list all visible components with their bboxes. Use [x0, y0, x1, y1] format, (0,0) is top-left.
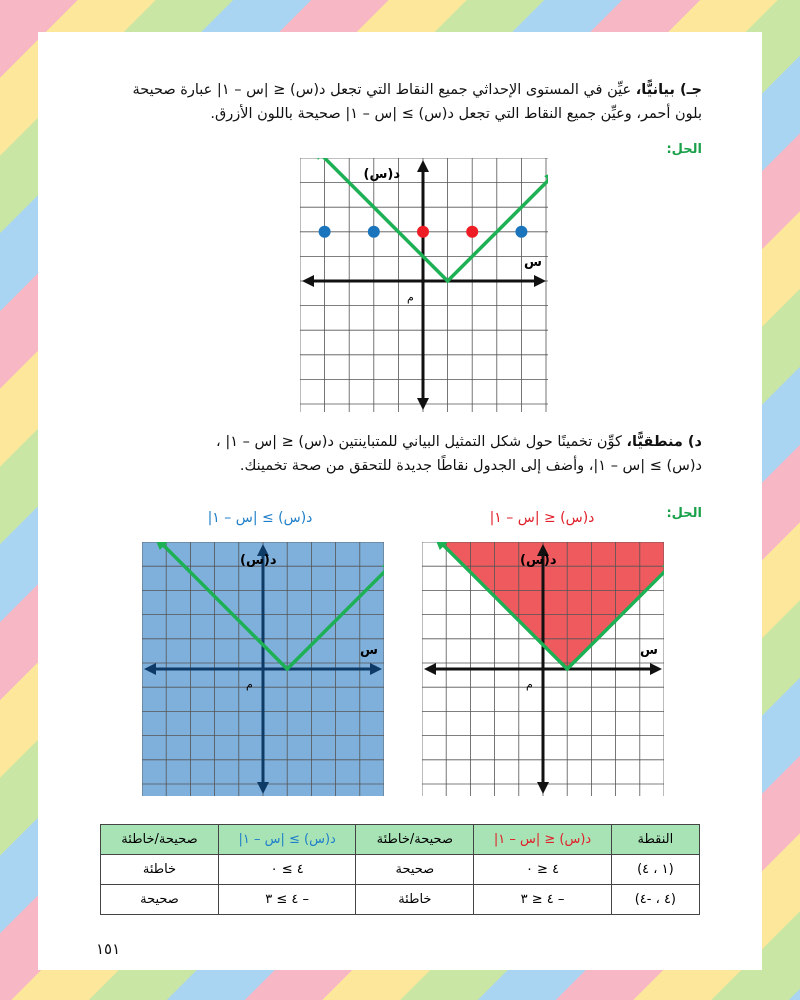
- absolute-value-graph: [312, 158, 548, 281]
- cell-ineq-blue: – ٤ ≥ ٣: [218, 885, 355, 915]
- table-header-row: [101, 825, 700, 855]
- table-row: [101, 855, 700, 885]
- part-d-text: [62, 430, 702, 478]
- cell-result2: خاطئة: [101, 855, 219, 885]
- blue-point: [368, 226, 380, 238]
- x-axis-label: س: [640, 643, 658, 658]
- origin-label: م: [526, 678, 533, 691]
- table-row: [101, 885, 700, 915]
- cell-ineq-blue: ٤ ≥ ٠: [218, 855, 355, 885]
- x-axis-arrow-right: [650, 663, 662, 675]
- part-d-line2: د(س) ≥ |س – ١|، وأضف إلى الجدول نقاطًا جديدة للتحقق من صحة تخمينك.: [239, 458, 702, 474]
- cell-result1: خاطئة: [356, 885, 474, 915]
- y-axis-arrow-up: [417, 160, 429, 172]
- x-axis-arrow-left: [424, 663, 436, 675]
- x-axis-label: س: [360, 643, 378, 658]
- header-ineq-blue: د(س) ≥ |س – ١|: [218, 825, 355, 855]
- x-axis-arrow-right: [534, 275, 546, 287]
- header-result1: صحيحة/خاطئة: [356, 825, 474, 855]
- origin-label: م: [246, 678, 253, 691]
- y-axis-label: د(س): [240, 553, 277, 568]
- page-sheet: [38, 32, 762, 970]
- results-table: [100, 824, 700, 915]
- cell-ineq-red: ٤ ≤ ٠: [474, 855, 611, 885]
- graph-c: [300, 158, 548, 412]
- page-number: ١٥١: [96, 940, 121, 958]
- blue-point: [515, 226, 527, 238]
- x-axis-label: س: [524, 255, 542, 270]
- red-graph-caption: د(س) ≤ |س – ١|: [489, 510, 595, 526]
- part-d-label: د) منطقيًّا،: [626, 434, 702, 450]
- x-axis-arrow-left: [302, 275, 314, 287]
- graph-blue: [142, 542, 384, 796]
- cell-point: (٤ ، -٤): [611, 885, 699, 915]
- origin-label: م: [407, 291, 414, 304]
- y-axis-label: د(س): [363, 167, 400, 182]
- part-d-line1: كوِّن تخمينًا حول شكل التمثيل البياني للمتباينتين د(س) ≤ |س – ١| ،: [216, 434, 622, 450]
- red-point: [417, 226, 429, 238]
- header-result2: صحيحة/خاطئة: [101, 825, 219, 855]
- graph-red: [422, 542, 664, 796]
- cell-result1: صحيحة: [356, 855, 474, 885]
- axes: [302, 160, 546, 410]
- solution-label-d: الحل:: [666, 506, 702, 521]
- cell-result2: صحيحة: [101, 885, 219, 915]
- blue-point: [319, 226, 331, 238]
- blue-graph-caption: د(س) ≥ |س – ١|: [207, 510, 313, 526]
- v-line: [312, 158, 548, 281]
- solution-label-c: الحل:: [666, 142, 702, 157]
- red-point: [466, 226, 478, 238]
- part-c-line1: عيِّن في المستوى الإحداثي جميع النقاط التي تجعل د(س) ≤ |س – ١| عبارة صحيحة: [132, 82, 632, 98]
- part-c-label: جـ) بيانيًّا،: [635, 82, 702, 98]
- part-c-text: [62, 78, 702, 126]
- part-c-line2: بلون أحمر، وعيِّن جميع النقاط التي تجعل د(س) ≥ |س – ١| صحيحة باللون الأزرق.: [210, 106, 702, 122]
- cell-ineq-red: – ٤ ≤ ٣: [474, 885, 611, 915]
- header-point: النقطة: [611, 825, 699, 855]
- cell-point: (١ ، ٤): [611, 855, 699, 885]
- header-ineq-red: د(س) ≤ |س – ١|: [474, 825, 611, 855]
- y-axis-arrow-down: [537, 782, 549, 794]
- y-axis-label: د(س): [520, 553, 557, 568]
